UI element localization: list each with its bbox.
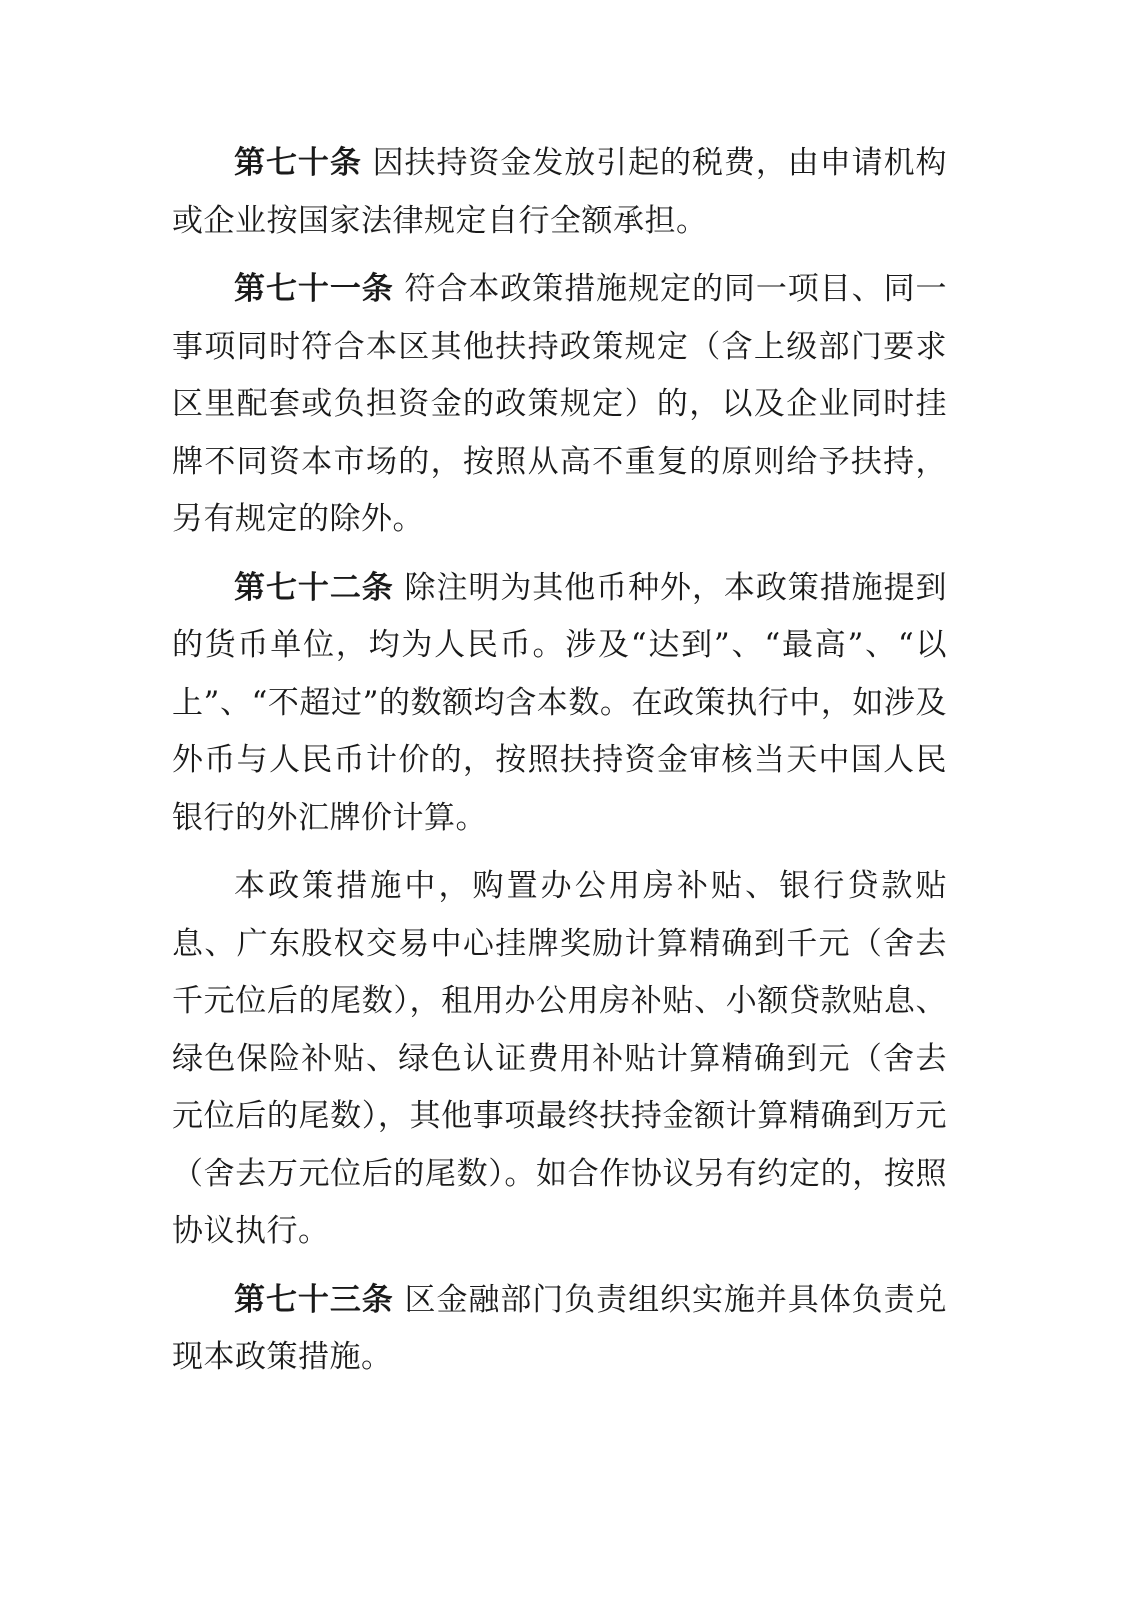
- article-73-number: 第七十三条: [234, 1281, 394, 1318]
- article-70-number: 第七十条: [234, 145, 362, 181]
- article-71-text: 符合本政策措施规定的同一项目、同一事项同时符合本区其他扶持政策规定（含上级部门要求区里配套或负担资金的政策规定）的，以及企业同时挂牌不同资本市场的，按照从高不重复的原则给予扶持，另有规定的除外。: [172, 271, 948, 537]
- article-73-text: 区金融部门负责组织实施并具体负责兑现本政策措施。: [172, 1281, 948, 1375]
- article-71-paragraph: [172, 261, 947, 549]
- article-72-text: 除注明为其他币种外，本政策措施提到的货币单位，均为人民币。涉及“达到”、“最高”、“以上”、“不超过”的数额均含本数。在政策执行中，如涉及外币与人民币计价的，按照扶持资金审核当天中国人民银行的外汇牌价计算。: [172, 569, 948, 836]
- precision-rules-paragraph: [172, 858, 947, 1261]
- article-73-paragraph: [172, 1272, 947, 1387]
- article-72-paragraph: [172, 560, 947, 848]
- document-body: [172, 135, 947, 1398]
- article-71-number: 第七十一条: [234, 271, 394, 307]
- article-70-paragraph: [172, 135, 947, 250]
- article-72-number: 第七十二条: [234, 569, 394, 606]
- precision-rules-text: 本政策措施中，购置办公用房补贴、银行贷款贴息、广东股权交易中心挂牌奖励计算精确到千元（舍去千元位后的尾数），租用办公用房补贴、小额贷款贴息、绿色保险补贴、绿色认证费用补贴计算精确到元（舍去元位后的尾数），其他事项最终扶持金额计算精确到万元（舍去万元位后的尾数）。如合作协议另有约定的，按照协议执行。: [172, 868, 947, 1249]
- article-70-text: 因扶持资金发放引起的税费，由申请机构或企业按国家法律规定自行全额承担。: [172, 145, 948, 239]
